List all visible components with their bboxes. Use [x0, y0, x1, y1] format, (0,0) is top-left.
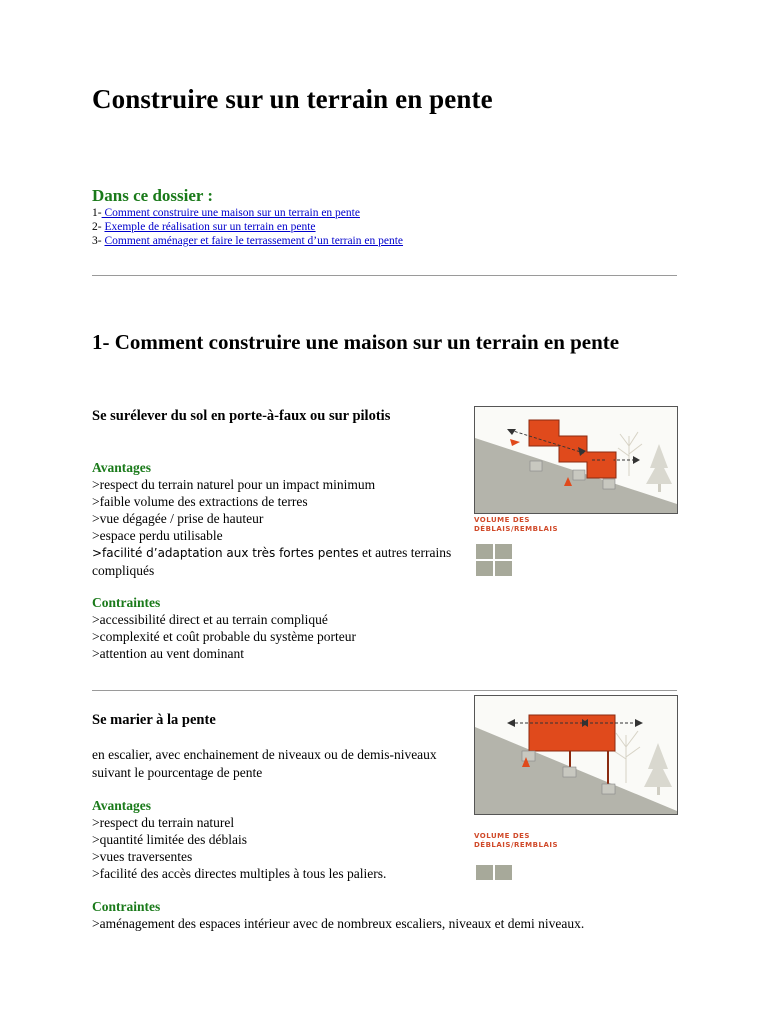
figure-pilotis — [474, 406, 678, 514]
toc-item-2: 2- Exemple de réalisation sur un terrain en pente — [92, 221, 316, 233]
figure-1-legend: VOLUME DES DÉBLAIS/REMBLAIS — [474, 516, 559, 533]
toc-link-2[interactable]: Exemple de réalisation sur un terrain en pente — [104, 221, 316, 233]
constraint-item: >attention au vent dominant — [92, 646, 244, 661]
figure-2-legend: VOLUME DES DÉBLAIS/REMBLAIS — [474, 832, 559, 849]
toc-item-3: 3- Comment aménager et faire le terrassement d’un terrain en pente — [92, 235, 404, 247]
legend-swatch — [495, 561, 512, 576]
advantage-item-continued: compliqués — [92, 563, 155, 578]
subsection-2-title: Se marier à la pente — [92, 712, 216, 728]
advantage-item: >espace perdu utilisable — [92, 528, 223, 543]
subsection-2-description: en escalier, avec enchainement de niveaux ou de demis-niveaux suivant le pourcentage de pente — [92, 747, 437, 780]
advantage-item: >faible volume des extractions de terres — [92, 494, 308, 509]
toc-link-1[interactable]: Comment construire une maison sur un terrain en pente — [101, 207, 360, 219]
toc-link-3[interactable]: Comment aménager et faire le terrassement d’un terrain en pente — [104, 235, 404, 247]
toc-list — [92, 206, 403, 248]
subsection-1-advantages — [92, 459, 451, 579]
advantages-label: Avantages — [92, 460, 151, 475]
legend-swatch — [476, 561, 493, 576]
legend-swatch — [476, 865, 493, 880]
subsection-2-constraints — [92, 898, 584, 932]
toc-item-1: 1- Comment construire une maison sur un terrain en pente — [92, 207, 360, 219]
divider-2 — [92, 690, 677, 691]
legend-swatch — [495, 865, 512, 880]
constraints-label: Contraintes — [92, 899, 161, 914]
advantage-item: >vue dégagée / prise de hauteur — [92, 511, 264, 526]
constraint-item: >complexité et coût probable du système porteur — [92, 629, 357, 644]
subsection-2-advantages — [92, 797, 386, 882]
figure-slope — [474, 695, 678, 815]
constraint-item: >accessibilité direct et au terrain compliqué — [92, 612, 328, 627]
advantage-item: >vues traversentes — [92, 849, 193, 864]
divider-1 — [92, 275, 677, 276]
advantage-item: >facilité d’adaptation aux très fortes pentes et autres terrains — [92, 545, 452, 560]
pilotis-illustration — [474, 406, 678, 514]
advantages-label: Avantages — [92, 798, 151, 813]
slope-illustration — [474, 695, 678, 815]
section-1-heading: 1- Comment construire une maison sur un terrain en pente — [92, 330, 620, 354]
toc-heading: Dans ce dossier : — [92, 186, 214, 205]
advantage-item: >respect du terrain naturel — [92, 815, 235, 830]
advantage-item: >facilité des accès directes multiples à tous les paliers. — [92, 866, 387, 881]
subsection-1-constraints — [92, 594, 356, 662]
advantage-item: >quantité limitée des déblais — [92, 832, 247, 847]
subsection-1-title: Se surélever du sol en porte-à-faux ou sur pilotis — [92, 408, 391, 424]
legend-swatch — [495, 544, 512, 559]
constraint-item: >aménagement des espaces intérieur avec de nombreux escaliers, niveaux et demi niveaux. — [92, 916, 585, 931]
page-title: Construire sur un terrain en pente — [92, 84, 493, 114]
advantage-item: >respect du terrain naturel pour un impact minimum — [92, 477, 376, 492]
legend-swatch — [476, 544, 493, 559]
constraints-label: Contraintes — [92, 595, 161, 610]
